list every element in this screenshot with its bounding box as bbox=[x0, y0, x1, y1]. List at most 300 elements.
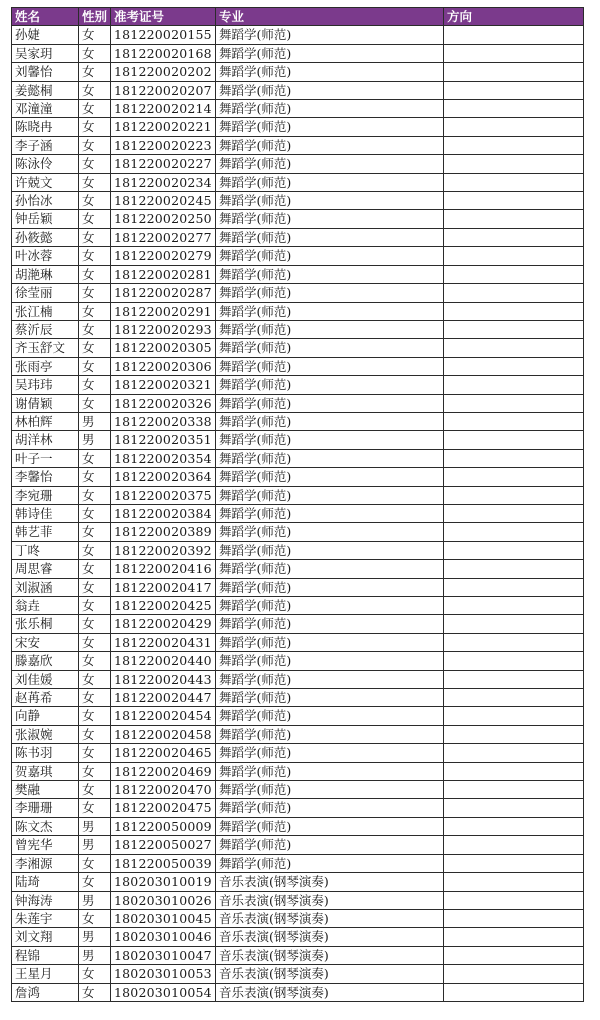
cell-exam-id: 181220020447 bbox=[111, 689, 216, 707]
cell-major: 舞蹈学(师范) bbox=[216, 725, 444, 743]
table-row bbox=[12, 486, 584, 504]
cell-major: 舞蹈学(师范) bbox=[216, 707, 444, 725]
cell-direction bbox=[444, 504, 584, 522]
cell-gender: 女 bbox=[79, 597, 111, 615]
cell-gender: 女 bbox=[79, 357, 111, 375]
cell-major: 舞蹈学(师范) bbox=[216, 320, 444, 338]
cell-exam-id: 181220020227 bbox=[111, 155, 216, 173]
table-row bbox=[12, 431, 584, 449]
cell-gender: 女 bbox=[79, 63, 111, 81]
cell-major: 音乐表演(钢琴演奏) bbox=[216, 873, 444, 891]
cell-major: 舞蹈学(师范) bbox=[216, 26, 444, 44]
cell-direction bbox=[444, 302, 584, 320]
cell-major: 舞蹈学(师范) bbox=[216, 854, 444, 872]
cell-major: 舞蹈学(师范) bbox=[216, 228, 444, 246]
cell-gender: 女 bbox=[79, 983, 111, 1001]
table-row bbox=[12, 210, 584, 228]
cell-name: 叶子一 bbox=[12, 449, 79, 467]
cell-gender: 女 bbox=[79, 652, 111, 670]
cell-name: 陆琦 bbox=[12, 873, 79, 891]
cell-gender: 女 bbox=[79, 339, 111, 357]
cell-gender: 女 bbox=[79, 781, 111, 799]
cell-direction bbox=[444, 652, 584, 670]
cell-major: 舞蹈学(师范) bbox=[216, 81, 444, 99]
cell-exam-id: 181220020306 bbox=[111, 357, 216, 375]
table-row bbox=[12, 652, 584, 670]
cell-major: 舞蹈学(师范) bbox=[216, 44, 444, 62]
cell-major: 舞蹈学(师范) bbox=[216, 560, 444, 578]
cell-exam-id: 180203010053 bbox=[111, 965, 216, 983]
cell-exam-id: 181220020277 bbox=[111, 228, 216, 246]
cell-major: 舞蹈学(师范) bbox=[216, 210, 444, 228]
cell-direction bbox=[444, 744, 584, 762]
cell-exam-id: 181220020440 bbox=[111, 652, 216, 670]
cell-gender: 女 bbox=[79, 136, 111, 154]
cell-direction bbox=[444, 799, 584, 817]
cell-gender: 女 bbox=[79, 449, 111, 467]
cell-direction bbox=[444, 817, 584, 835]
cell-major: 舞蹈学(师范) bbox=[216, 302, 444, 320]
header-gender: 性别 bbox=[79, 8, 111, 26]
cell-name: 齐玉舒文 bbox=[12, 339, 79, 357]
cell-name: 宋安 bbox=[12, 633, 79, 651]
cell-direction bbox=[444, 909, 584, 927]
cell-gender: 女 bbox=[79, 210, 111, 228]
cell-exam-id: 181220020234 bbox=[111, 173, 216, 191]
cell-exam-id: 181220020389 bbox=[111, 523, 216, 541]
cell-direction bbox=[444, 376, 584, 394]
cell-direction bbox=[444, 983, 584, 1001]
cell-name: 张淑婉 bbox=[12, 725, 79, 743]
cell-gender: 女 bbox=[79, 799, 111, 817]
cell-name: 詹鸿 bbox=[12, 983, 79, 1001]
table-row bbox=[12, 449, 584, 467]
table-row bbox=[12, 781, 584, 799]
cell-name: 胡洋林 bbox=[12, 431, 79, 449]
cell-direction bbox=[444, 26, 584, 44]
cell-exam-id: 181220020250 bbox=[111, 210, 216, 228]
cell-exam-id: 181220020364 bbox=[111, 468, 216, 486]
cell-exam-id: 181220020469 bbox=[111, 762, 216, 780]
cell-name: 翁垚 bbox=[12, 597, 79, 615]
cell-major: 舞蹈学(师范) bbox=[216, 836, 444, 854]
cell-name: 胡滟琳 bbox=[12, 265, 79, 283]
cell-exam-id: 180203010019 bbox=[111, 873, 216, 891]
cell-name: 贺嘉琪 bbox=[12, 762, 79, 780]
cell-gender: 男 bbox=[79, 817, 111, 835]
cell-name: 李馨怡 bbox=[12, 468, 79, 486]
table-row bbox=[12, 63, 584, 81]
cell-exam-id: 181220020223 bbox=[111, 136, 216, 154]
cell-name: 刘馨怡 bbox=[12, 63, 79, 81]
cell-direction bbox=[444, 560, 584, 578]
cell-gender: 女 bbox=[79, 100, 111, 118]
table-header bbox=[12, 8, 584, 26]
table-row bbox=[12, 339, 584, 357]
cell-direction bbox=[444, 81, 584, 99]
cell-direction bbox=[444, 44, 584, 62]
cell-exam-id: 181220020425 bbox=[111, 597, 216, 615]
cell-name: 邓潼潼 bbox=[12, 100, 79, 118]
cell-gender: 女 bbox=[79, 633, 111, 651]
cell-name: 刘文翔 bbox=[12, 928, 79, 946]
cell-direction bbox=[444, 155, 584, 173]
cell-direction bbox=[444, 541, 584, 559]
table-row bbox=[12, 578, 584, 596]
cell-major: 舞蹈学(师范) bbox=[216, 100, 444, 118]
cell-gender: 男 bbox=[79, 412, 111, 430]
cell-gender: 女 bbox=[79, 486, 111, 504]
table-row bbox=[12, 118, 584, 136]
cell-gender: 女 bbox=[79, 284, 111, 302]
cell-direction bbox=[444, 725, 584, 743]
cell-gender: 女 bbox=[79, 394, 111, 412]
cell-direction bbox=[444, 339, 584, 357]
cell-gender: 男 bbox=[79, 836, 111, 854]
cell-direction bbox=[444, 836, 584, 854]
cell-direction bbox=[444, 615, 584, 633]
cell-exam-id: 181220050039 bbox=[111, 854, 216, 872]
table-body bbox=[12, 26, 584, 1002]
cell-name: 林柏辉 bbox=[12, 412, 79, 430]
table-row bbox=[12, 744, 584, 762]
cell-gender: 女 bbox=[79, 578, 111, 596]
cell-name: 朱莲宇 bbox=[12, 909, 79, 927]
cell-name: 刘淑涵 bbox=[12, 578, 79, 596]
cell-major: 舞蹈学(师范) bbox=[216, 541, 444, 559]
cell-gender: 男 bbox=[79, 928, 111, 946]
cell-direction bbox=[444, 192, 584, 210]
cell-major: 舞蹈学(师范) bbox=[216, 155, 444, 173]
cell-major: 舞蹈学(师范) bbox=[216, 689, 444, 707]
cell-exam-id: 180203010046 bbox=[111, 928, 216, 946]
cell-direction bbox=[444, 136, 584, 154]
cell-gender: 女 bbox=[79, 541, 111, 559]
table-row bbox=[12, 136, 584, 154]
table-row bbox=[12, 284, 584, 302]
cell-gender: 女 bbox=[79, 228, 111, 246]
table-row bbox=[12, 817, 584, 835]
table-row bbox=[12, 891, 584, 909]
cell-direction bbox=[444, 265, 584, 283]
cell-name: 李珊珊 bbox=[12, 799, 79, 817]
table-row bbox=[12, 100, 584, 118]
cell-direction bbox=[444, 854, 584, 872]
cell-gender: 女 bbox=[79, 707, 111, 725]
table-row bbox=[12, 799, 584, 817]
cell-direction bbox=[444, 468, 584, 486]
cell-major: 舞蹈学(师范) bbox=[216, 652, 444, 670]
cell-major: 舞蹈学(师范) bbox=[216, 762, 444, 780]
cell-name: 张乐桐 bbox=[12, 615, 79, 633]
cell-major: 舞蹈学(师范) bbox=[216, 615, 444, 633]
cell-exam-id: 181220020475 bbox=[111, 799, 216, 817]
table-row bbox=[12, 615, 584, 633]
cell-gender: 女 bbox=[79, 192, 111, 210]
cell-major: 舞蹈学(师范) bbox=[216, 412, 444, 430]
cell-major: 舞蹈学(师范) bbox=[216, 633, 444, 651]
cell-gender: 女 bbox=[79, 854, 111, 872]
cell-name: 孙怡冰 bbox=[12, 192, 79, 210]
cell-name: 陈晓冉 bbox=[12, 118, 79, 136]
cell-major: 舞蹈学(师范) bbox=[216, 63, 444, 81]
cell-gender: 女 bbox=[79, 44, 111, 62]
cell-exam-id: 181220020168 bbox=[111, 44, 216, 62]
table-row bbox=[12, 909, 584, 927]
cell-name: 谢倩颖 bbox=[12, 394, 79, 412]
table-row bbox=[12, 560, 584, 578]
cell-exam-id: 180203010047 bbox=[111, 946, 216, 964]
cell-exam-id: 181220020202 bbox=[111, 63, 216, 81]
cell-gender: 女 bbox=[79, 376, 111, 394]
cell-exam-id: 180203010054 bbox=[111, 983, 216, 1001]
cell-gender: 女 bbox=[79, 689, 111, 707]
cell-major: 舞蹈学(师范) bbox=[216, 781, 444, 799]
header-name: 姓名 bbox=[12, 8, 79, 26]
cell-name: 李宛珊 bbox=[12, 486, 79, 504]
cell-direction bbox=[444, 781, 584, 799]
cell-direction bbox=[444, 891, 584, 909]
cell-gender: 女 bbox=[79, 670, 111, 688]
cell-major: 舞蹈学(师范) bbox=[216, 578, 444, 596]
cell-gender: 男 bbox=[79, 891, 111, 909]
cell-name: 向静 bbox=[12, 707, 79, 725]
cell-direction bbox=[444, 928, 584, 946]
cell-major: 舞蹈学(师范) bbox=[216, 597, 444, 615]
header-exam-id: 准考证号 bbox=[111, 8, 216, 26]
cell-major: 音乐表演(钢琴演奏) bbox=[216, 909, 444, 927]
cell-name: 李湘源 bbox=[12, 854, 79, 872]
cell-name: 许兢文 bbox=[12, 173, 79, 191]
table-row bbox=[12, 192, 584, 210]
cell-direction bbox=[444, 63, 584, 81]
cell-direction bbox=[444, 284, 584, 302]
cell-major: 舞蹈学(师范) bbox=[216, 523, 444, 541]
cell-exam-id: 181220020293 bbox=[111, 320, 216, 338]
cell-exam-id: 181220020454 bbox=[111, 707, 216, 725]
cell-name: 曾宪华 bbox=[12, 836, 79, 854]
cell-gender: 女 bbox=[79, 504, 111, 522]
cell-gender: 女 bbox=[79, 725, 111, 743]
cell-exam-id: 181220020470 bbox=[111, 781, 216, 799]
cell-exam-id: 181220020443 bbox=[111, 670, 216, 688]
table-row bbox=[12, 541, 584, 559]
cell-direction bbox=[444, 320, 584, 338]
cell-major: 音乐表演(钢琴演奏) bbox=[216, 983, 444, 1001]
cell-name: 滕嘉欣 bbox=[12, 652, 79, 670]
cell-major: 音乐表演(钢琴演奏) bbox=[216, 965, 444, 983]
cell-major: 舞蹈学(师范) bbox=[216, 284, 444, 302]
table-row bbox=[12, 302, 584, 320]
cell-name: 蔡沂辰 bbox=[12, 320, 79, 338]
cell-exam-id: 181220020338 bbox=[111, 412, 216, 430]
cell-direction bbox=[444, 173, 584, 191]
cell-name: 吴玮玮 bbox=[12, 376, 79, 394]
cell-exam-id: 181220020354 bbox=[111, 449, 216, 467]
cell-major: 音乐表演(钢琴演奏) bbox=[216, 891, 444, 909]
cell-major: 舞蹈学(师范) bbox=[216, 670, 444, 688]
cell-name: 陈文杰 bbox=[12, 817, 79, 835]
table-row bbox=[12, 26, 584, 44]
cell-direction bbox=[444, 670, 584, 688]
cell-direction bbox=[444, 689, 584, 707]
cell-exam-id: 181220050009 bbox=[111, 817, 216, 835]
cell-exam-id: 181220020351 bbox=[111, 431, 216, 449]
cell-major: 舞蹈学(师范) bbox=[216, 357, 444, 375]
cell-major: 舞蹈学(师范) bbox=[216, 376, 444, 394]
cell-exam-id: 181220020321 bbox=[111, 376, 216, 394]
cell-name: 钟海涛 bbox=[12, 891, 79, 909]
cell-name: 韩诗佳 bbox=[12, 504, 79, 522]
table-row bbox=[12, 928, 584, 946]
cell-exam-id: 181220020214 bbox=[111, 100, 216, 118]
cell-gender: 女 bbox=[79, 320, 111, 338]
cell-gender: 女 bbox=[79, 118, 111, 136]
cell-major: 舞蹈学(师范) bbox=[216, 247, 444, 265]
cell-gender: 女 bbox=[79, 302, 111, 320]
header-major: 专业 bbox=[216, 8, 444, 26]
cell-exam-id: 181220020245 bbox=[111, 192, 216, 210]
table-row bbox=[12, 965, 584, 983]
table-row bbox=[12, 983, 584, 1001]
cell-major: 舞蹈学(师范) bbox=[216, 265, 444, 283]
cell-exam-id: 181220020305 bbox=[111, 339, 216, 357]
cell-name: 孙婕 bbox=[12, 26, 79, 44]
cell-name: 周思睿 bbox=[12, 560, 79, 578]
admission-roster-table bbox=[11, 7, 584, 1002]
cell-major: 舞蹈学(师范) bbox=[216, 394, 444, 412]
cell-gender: 女 bbox=[79, 873, 111, 891]
cell-name: 韩艺菲 bbox=[12, 523, 79, 541]
cell-gender: 女 bbox=[79, 468, 111, 486]
table-row bbox=[12, 504, 584, 522]
cell-name: 叶冰蓉 bbox=[12, 247, 79, 265]
cell-major: 舞蹈学(师范) bbox=[216, 817, 444, 835]
header-direction: 方向 bbox=[444, 8, 584, 26]
cell-name: 樊融 bbox=[12, 781, 79, 799]
cell-gender: 女 bbox=[79, 744, 111, 762]
cell-gender: 女 bbox=[79, 762, 111, 780]
table-row bbox=[12, 394, 584, 412]
cell-exam-id: 181220020291 bbox=[111, 302, 216, 320]
cell-name: 赵苒希 bbox=[12, 689, 79, 707]
cell-gender: 女 bbox=[79, 615, 111, 633]
cell-name: 钟岳颖 bbox=[12, 210, 79, 228]
cell-name: 张江楠 bbox=[12, 302, 79, 320]
cell-exam-id: 181220020221 bbox=[111, 118, 216, 136]
cell-exam-id: 181220020429 bbox=[111, 615, 216, 633]
cell-direction bbox=[444, 633, 584, 651]
cell-exam-id: 181220020207 bbox=[111, 81, 216, 99]
cell-direction bbox=[444, 965, 584, 983]
table-row bbox=[12, 412, 584, 430]
table-row bbox=[12, 247, 584, 265]
cell-major: 舞蹈学(师范) bbox=[216, 136, 444, 154]
cell-direction bbox=[444, 578, 584, 596]
cell-gender: 男 bbox=[79, 946, 111, 964]
cell-major: 舞蹈学(师范) bbox=[216, 468, 444, 486]
cell-major: 舞蹈学(师范) bbox=[216, 192, 444, 210]
cell-gender: 女 bbox=[79, 81, 111, 99]
cell-exam-id: 181220020392 bbox=[111, 541, 216, 559]
cell-name: 程锦 bbox=[12, 946, 79, 964]
table-row bbox=[12, 946, 584, 964]
table-row bbox=[12, 228, 584, 246]
table-row bbox=[12, 854, 584, 872]
cell-major: 舞蹈学(师范) bbox=[216, 504, 444, 522]
cell-direction bbox=[444, 412, 584, 430]
cell-major: 舞蹈学(师范) bbox=[216, 339, 444, 357]
cell-name: 刘佳媛 bbox=[12, 670, 79, 688]
cell-gender: 女 bbox=[79, 155, 111, 173]
cell-exam-id: 181220050027 bbox=[111, 836, 216, 854]
cell-direction bbox=[444, 100, 584, 118]
cell-exam-id: 181220020326 bbox=[111, 394, 216, 412]
cell-exam-id: 181220020281 bbox=[111, 265, 216, 283]
cell-exam-id: 181220020416 bbox=[111, 560, 216, 578]
cell-major: 舞蹈学(师范) bbox=[216, 449, 444, 467]
cell-major: 舞蹈学(师范) bbox=[216, 486, 444, 504]
cell-direction bbox=[444, 394, 584, 412]
cell-name: 陈泳伶 bbox=[12, 155, 79, 173]
cell-direction bbox=[444, 946, 584, 964]
table-row bbox=[12, 836, 584, 854]
table-row bbox=[12, 81, 584, 99]
cell-name: 李子涵 bbox=[12, 136, 79, 154]
cell-name: 丁咚 bbox=[12, 541, 79, 559]
table-row bbox=[12, 597, 584, 615]
cell-name: 张雨亭 bbox=[12, 357, 79, 375]
cell-major: 舞蹈学(师范) bbox=[216, 118, 444, 136]
cell-exam-id: 181220020279 bbox=[111, 247, 216, 265]
cell-name: 陈书羽 bbox=[12, 744, 79, 762]
cell-major: 舞蹈学(师范) bbox=[216, 744, 444, 762]
cell-gender: 女 bbox=[79, 909, 111, 927]
cell-exam-id: 181220020417 bbox=[111, 578, 216, 596]
cell-gender: 男 bbox=[79, 431, 111, 449]
cell-name: 吴家玥 bbox=[12, 44, 79, 62]
table-row bbox=[12, 265, 584, 283]
cell-direction bbox=[444, 762, 584, 780]
cell-direction bbox=[444, 118, 584, 136]
cell-gender: 女 bbox=[79, 26, 111, 44]
cell-exam-id: 181220020458 bbox=[111, 725, 216, 743]
table-row bbox=[12, 44, 584, 62]
cell-direction bbox=[444, 597, 584, 615]
table-row bbox=[12, 376, 584, 394]
cell-exam-id: 181220020465 bbox=[111, 744, 216, 762]
cell-exam-id: 181220020155 bbox=[111, 26, 216, 44]
cell-exam-id: 181220020287 bbox=[111, 284, 216, 302]
table-row bbox=[12, 689, 584, 707]
cell-exam-id: 181220020375 bbox=[111, 486, 216, 504]
cell-direction bbox=[444, 431, 584, 449]
cell-direction bbox=[444, 210, 584, 228]
cell-name: 王星月 bbox=[12, 965, 79, 983]
table-row bbox=[12, 523, 584, 541]
cell-direction bbox=[444, 707, 584, 725]
table-row bbox=[12, 762, 584, 780]
cell-direction bbox=[444, 357, 584, 375]
cell-gender: 女 bbox=[79, 965, 111, 983]
cell-major: 舞蹈学(师范) bbox=[216, 173, 444, 191]
cell-name: 徐莹丽 bbox=[12, 284, 79, 302]
cell-gender: 女 bbox=[79, 173, 111, 191]
table-row bbox=[12, 173, 584, 191]
cell-major: 音乐表演(钢琴演奏) bbox=[216, 946, 444, 964]
header-row bbox=[12, 8, 584, 26]
cell-exam-id: 180203010045 bbox=[111, 909, 216, 927]
